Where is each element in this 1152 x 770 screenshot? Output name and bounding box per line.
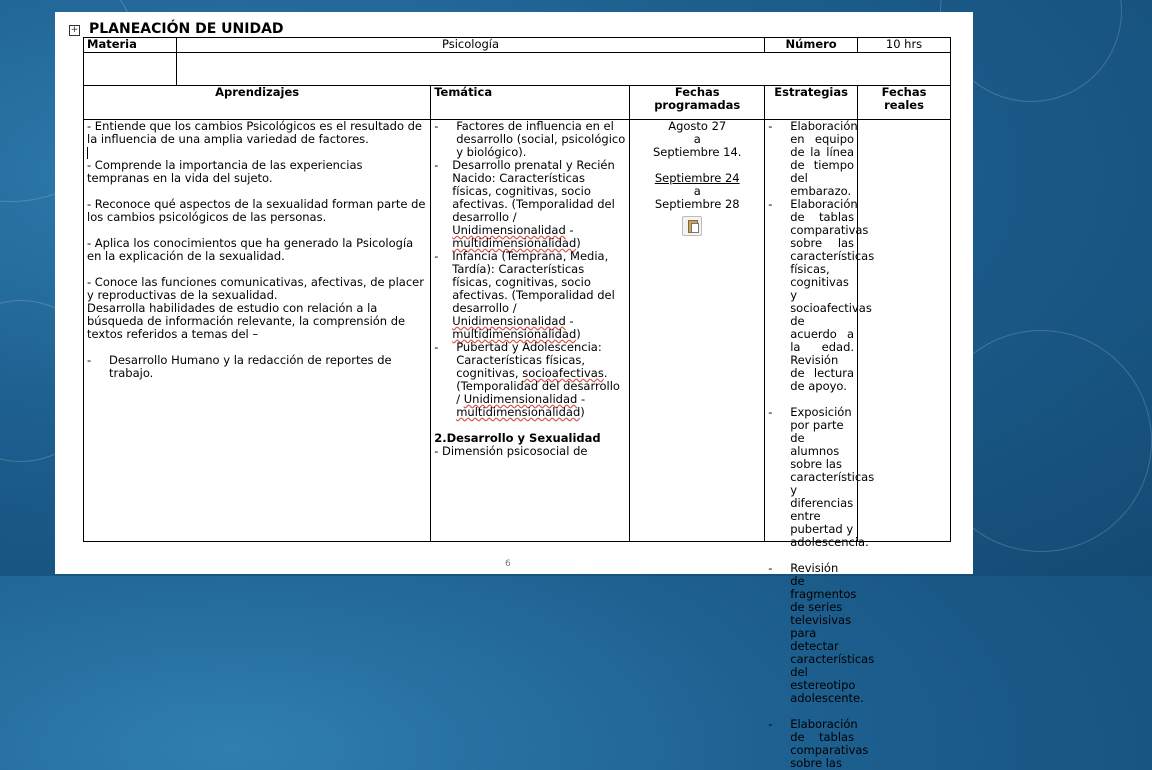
aprendizaje-item: - Conoce las funciones comunicativas, afectivas, de placer y reproductivas de la sexualidad. (87, 275, 424, 302)
materia-value: Psicología (176, 38, 764, 53)
fecha-line: Septiembre 28 (654, 197, 740, 211)
fecha-line: Septiembre 24 (654, 171, 740, 185)
tematica-item: - Pubertad y Adolescencia: Características físicas, cognitivas, socioafectivas. (Temporalidad del desarrollo / Unidimensionalidad - multidimensionalidad) (434, 340, 620, 419)
materia-label: Materia (84, 38, 177, 53)
paste-options-icon[interactable] (682, 216, 702, 236)
aprendizajes-cell[interactable] (84, 120, 431, 542)
aprendizaje-item: - Comprende la importancia de las experiencias tempranas en la vida del sujeto. (87, 158, 363, 185)
estrategia-item: - Elaboración de tablas comparativas sobre las (768, 717, 869, 770)
fecha-line: Agosto 27 (668, 119, 727, 133)
tematica-item: - Infancia (Temprana, Media, Tardía): Características físicas, cognitivas, socio afectivas. (Temporalidad del desarrollo / Unidimensionalidad - multidimensionalidad) (434, 249, 615, 341)
col-fechas-programadas: Fechas programadas (630, 86, 765, 120)
expand-toggle-icon[interactable]: + (70, 25, 79, 35)
tematica-item: - Desarrollo prenatal y Recién Nacido: Características físicas, cognitivas, socio afectivas. (Temporalidad del desarrollo / Unidimensionalidad - multidimensionalidad) (434, 158, 615, 250)
text-cursor (87, 147, 88, 159)
page-number: 6 (505, 559, 511, 569)
document-heading: PLANEACIÓN DE UNIDAD (89, 21, 284, 37)
aprendizaje-item: - Reconoce qué aspectos de la sexualidad forman parte de los cambios psicológicos de las personas. (87, 197, 426, 224)
empty-cell (84, 53, 177, 86)
tematica-section-title: 2.Desarrollo y Sexualidad (434, 431, 601, 445)
tematica-cell[interactable] (431, 120, 630, 542)
col-estrategias: Estrategias (765, 86, 858, 120)
estrategia-item: - Elaboración en equipo de la línea de tiempo del embarazo. (768, 119, 858, 198)
estrategia-item: - Revisión de fragmentos de series televisivas para detectar características del estereotipo adolescente. (768, 561, 875, 705)
col-tematica: Temática (431, 86, 630, 120)
estrategia-item: - Exposición por parte de alumnos sobre las características y diferencias entre pubertad y adolescencia. (768, 405, 875, 549)
tematica-item: - Dimensión psicosocial de (434, 444, 588, 458)
numero-label: Número (765, 38, 858, 53)
fecha-line: a (693, 184, 701, 198)
fecha-line: a (693, 132, 701, 146)
aprendizaje-item: Desarrolla habilidades de estudio con relación a la búsqueda de información relevante, la comprensión de textos referidos a temas del – (87, 301, 406, 341)
unit-plan-table (83, 37, 951, 770)
col-fechas-reales: Fechas reales (858, 86, 951, 120)
empty-cell (176, 53, 950, 86)
slide-page (55, 12, 973, 770)
estrategias-cell[interactable] (765, 119, 875, 770)
fechas-programadas-cell[interactable] (630, 120, 765, 542)
aprendizaje-item: - Desarrollo Humano y la redacción de reportes de trabajo. (87, 353, 392, 380)
col-aprendizajes: Aprendizajes (84, 86, 431, 120)
tematica-item: - Factores de influencia en el desarrollo (social, psicológico y biológico). (434, 119, 626, 159)
hours-value: 10 hrs (858, 38, 951, 53)
fecha-line: Septiembre 14. (652, 145, 742, 159)
estrategia-item: - Elaboración de tablas comparativas sobre las características físicas, cognitivas y socioafectivas de acuerdo a la edad. Revisión de lectura de apoyo. (768, 197, 875, 393)
aprendizaje-item: - Entiende que los cambios Psicológicos es el resultado de la influencia de una amplia variedad de factores. (87, 119, 423, 146)
aprendizaje-item: - Aplica los conocimientos que ha generado la Psicología en la explicación de la sexualidad. (87, 236, 414, 263)
